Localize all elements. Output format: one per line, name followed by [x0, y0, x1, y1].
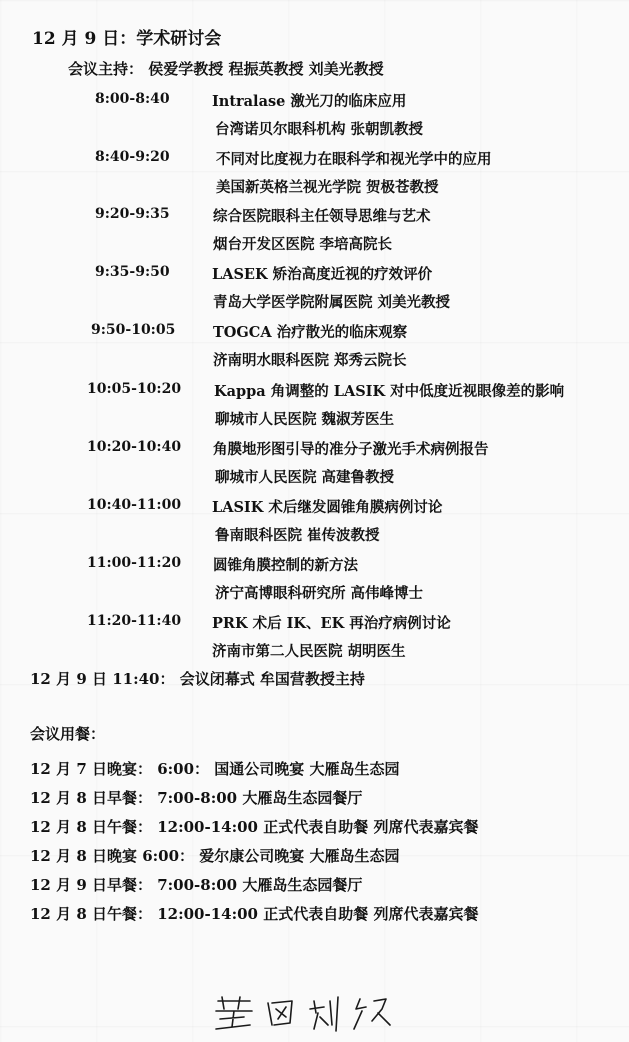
session-topic: Intralase 激光刀的临床应用: [212, 93, 407, 110]
session-time: 9:35-9:50: [95, 264, 170, 280]
session-time: 9:50-10:05: [91, 322, 176, 338]
session-time: 10:40-11:00: [87, 497, 182, 513]
page-title: 12 月 9 日：学术研讨会: [32, 29, 222, 49]
session-speaker: 济南明水眼科医院 郑秀云院长: [213, 352, 407, 369]
handwritten-signature: [210, 995, 410, 1035]
meal-item: 12 月 8 日早餐： 7:00-8:00 大雁岛生态园餐厅: [30, 789, 363, 807]
session-topic: TOGCA 治疗散光的临床观察: [213, 324, 408, 341]
closing-ceremony: 12 月 9 日 11:40： 会议闭幕式 牟国营教授主持: [30, 670, 365, 688]
session-time: 11:00-11:20: [87, 555, 182, 571]
session-speaker: 聊城市人民医院 魏淑芳医生: [215, 411, 395, 428]
meal-item: 12 月 8 日晚宴 6:00： 爱尔康公司晚宴 大雁岛生态园: [30, 847, 400, 865]
meal-item: 12 月 7 日晚宴： 6:00： 国通公司晚宴 大雁岛生态园: [30, 760, 400, 778]
session-topic: PRK 术后 IK、EK 再治疗病例讨论: [212, 615, 451, 632]
meals-heading: 会议用餐：: [30, 725, 106, 743]
session-topic: 综合医院眼科主任领导思维与艺术: [213, 208, 431, 225]
session-time: 8:00-8:40: [95, 91, 170, 107]
session-time: 11:20-11:40: [87, 613, 182, 629]
session-speaker: 鲁南眼科医院 崔传波教授: [215, 527, 380, 544]
session-time: 8:40-9:20: [95, 149, 170, 165]
session-hosts: 会议主持： 侯爱学教授 程振英教授 刘美光教授: [68, 60, 384, 78]
session-topic: 角膜地形图引导的准分子激光手术病例报告: [213, 441, 489, 458]
session-speaker: 青岛大学医学院附属医院 刘美光教授: [213, 294, 451, 311]
session-topic: LASIK 术后继发圆锥角膜病例讨论: [212, 499, 443, 516]
session-speaker: 烟台开发区医院 李培高院长: [213, 236, 393, 253]
meal-item: 12 月 8 日午餐： 12:00-14:00 正式代表自助餐 列席代表嘉宾餐: [30, 818, 479, 836]
session-topic: Kappa 角调整的 LASIK 对中低度近视眼像差的影响: [214, 383, 565, 400]
session-topic: 不同对比度视力在眼科学和视光学中的应用: [216, 151, 492, 168]
meal-item: 12 月 9 日早餐： 7:00-8:00 大雁岛生态园餐厅: [30, 876, 363, 894]
session-time: 10:05-10:20: [87, 381, 182, 397]
meal-item: 12 月 8 日午餐： 12:00-14:00 正式代表自助餐 列席代表嘉宾餐: [30, 905, 479, 923]
session-speaker: 美国新英格兰视光学院 贺极苍教授: [216, 179, 439, 196]
session-topic: LASEK 矫治高度近视的疗效评价: [212, 266, 433, 283]
session-time: 9:20-9:35: [95, 206, 170, 222]
session-speaker: 聊城市人民医院 高建鲁教授: [215, 469, 395, 486]
session-speaker: 台湾诺贝尔眼科机构 张朝凯教授: [215, 121, 424, 138]
session-topic: 圆锥角膜控制的新方法: [213, 557, 358, 574]
session-speaker: 济南市第二人民医院 胡明医生: [212, 643, 406, 660]
session-time: 10:20-10:40: [87, 439, 182, 455]
session-speaker: 济宁高博眼科研究所 高伟峰博士: [215, 585, 424, 602]
